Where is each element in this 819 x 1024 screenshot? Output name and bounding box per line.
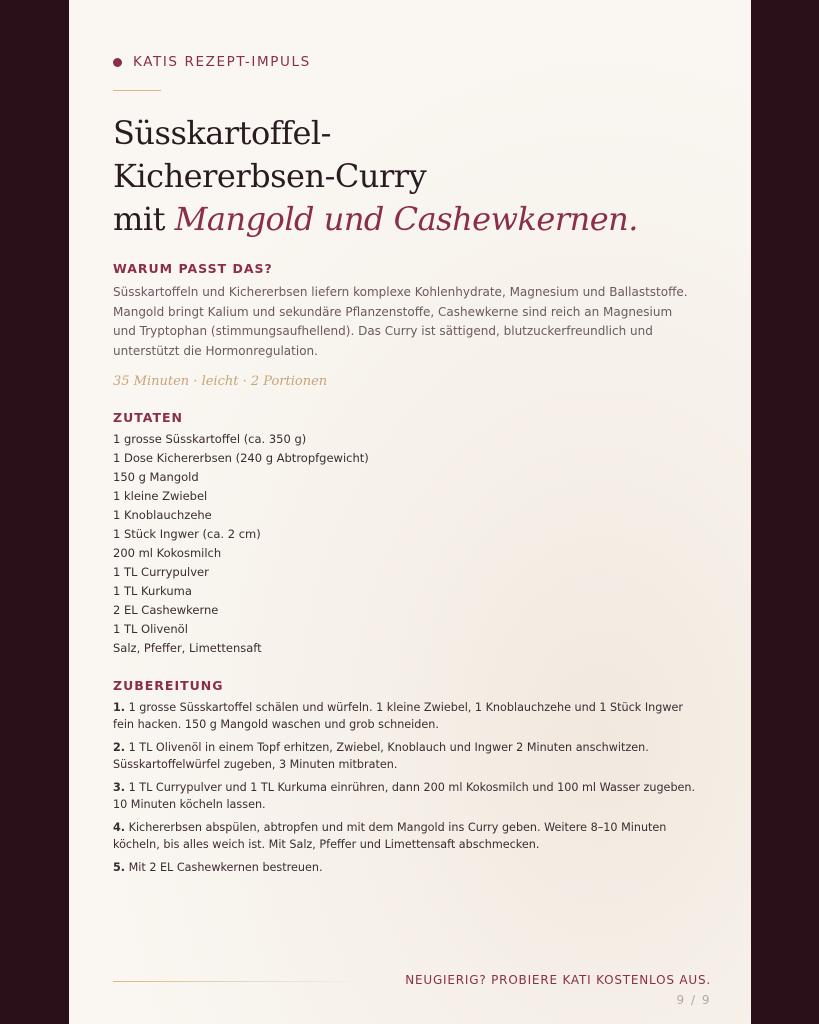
ingredient-item: 1 Dose Kichererbsen (240 g Abtropfgewicht) [113, 451, 369, 465]
step-number: 5. [113, 861, 126, 874]
title-line-1: Süsskartoffel- [113, 114, 331, 152]
step-number: 3. [113, 781, 126, 794]
ingredient-item: 1 grosse Süsskartoffel (ca. 350 g) [113, 432, 307, 446]
footer [113, 0, 713, 1024]
title-line-3-prefix: mit [113, 200, 175, 238]
step-text: Kichererbsen abspülen, abtropfen und mit dem Mangold ins Curry geben. Weitere 8–10 Minuten köcheln, bis alles weich ist. Mit Salz, Pfeffer und Limettensaft abschmecken. [113, 821, 667, 851]
bottom-divider [113, 981, 363, 982]
ingredient-item: 1 Stück Ingwer (ca. 2 cm) [113, 527, 261, 541]
recipe-meta: 35 Minuten · leicht · 2 Portionen [113, 374, 328, 389]
ingredient-item: 1 TL Currypulver [113, 565, 209, 579]
brand-text: KATIS REZEPT-IMPULS [133, 54, 311, 70]
why-text: Süsskartoffeln und Kichererbsen liefern komplexe Kohlenhydrate, Magnesium und Ballaststoffe. Mangold bringt Kalium und sekundäre Pflanzenstoffe, Cashewkerne sind reich an Magnesium und Tryptophan (stimmungsaufhellend). Das Curry ist sättigend, blutzuckerfreundlich und unterstützt die Hormonregulation. [113, 285, 688, 358]
step-number: 1. [113, 701, 126, 714]
ingredient-item: 200 ml Kokosmilch [113, 546, 222, 560]
preparation-heading: ZUBEREITUNG [113, 678, 224, 693]
step-text: Mit 2 EL Cashewkernen bestreuen. [128, 861, 323, 874]
recipe-card [69, 0, 751, 1024]
ingredient-item: Salz, Pfeffer, Limettensaft [113, 641, 262, 655]
step-text: 1 grosse Süsskartoffel schälen und würfeln. 1 kleine Zwiebel, 1 Knoblauchzehe und 1 Stück Ingwer fein hacken. 150 g Mangold waschen und grob schneiden. [113, 701, 683, 731]
step-text: 1 TL Currypulver und 1 TL Kurkuma einrühren, dann 200 ml Kokosmilch und 100 ml Wasser zugeben. 10 Minuten köcheln lassen. [113, 781, 696, 811]
why-heading: WARUM PASST DAS? [113, 261, 273, 276]
step-number: 4. [113, 821, 126, 834]
ingredient-item: 1 TL Kurkuma [113, 584, 192, 598]
ingredient-item: 150 g Mangold [113, 470, 199, 484]
title-line-2: Kichererbsen-Curry [113, 157, 427, 195]
cta-link[interactable]: NEUGIERIG? PROBIERE KATI KOSTENLOS AUS. [405, 973, 711, 987]
title-accent: Mangold und Cashewkernen. [174, 200, 638, 238]
step-text: 1 TL Olivenöl in einem Topf erhitzen, Zwiebel, Knoblauch und Ingwer 2 Minuten anschwitzen. Süsskartoffelwürfel zugeben, 3 Minuten mitbraten. [113, 741, 649, 771]
ingredients-heading: ZUTATEN [113, 410, 184, 425]
step-number: 2. [113, 741, 126, 754]
ingredient-item: 1 kleine Zwiebel [113, 489, 208, 503]
page-indicator: 9 / 9 [676, 993, 711, 1007]
ingredient-item: 1 Knoblauchzehe [113, 508, 212, 522]
ingredient-item: 2 EL Cashewkerne [113, 603, 219, 617]
ingredient-item: 1 TL Olivenöl [113, 622, 188, 636]
